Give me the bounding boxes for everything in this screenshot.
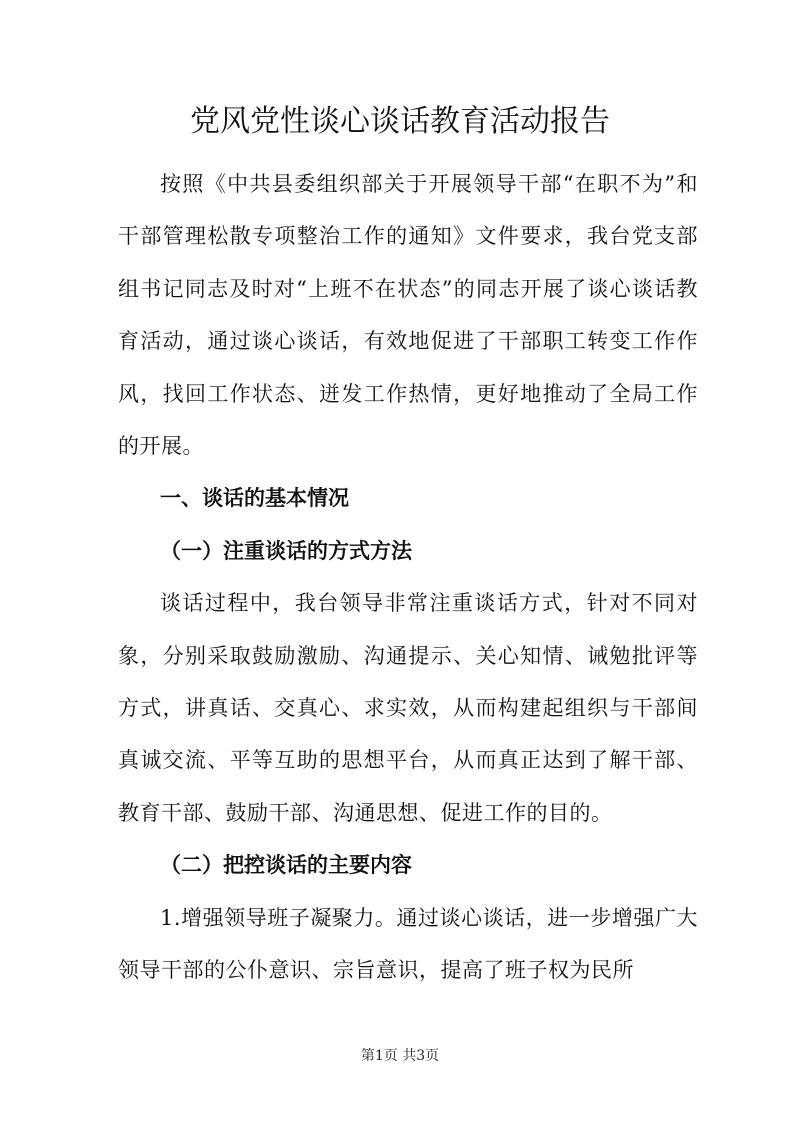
subsection-heading-1: （一）注重谈话的方式方法 bbox=[160, 538, 412, 563]
section-heading-1: 一、谈话的基本情况 bbox=[160, 486, 349, 511]
subsection-heading-2: （二）把控谈话的主要内容 bbox=[160, 853, 412, 878]
paragraph-intro: 按照《中共县委组织部关于开展领导干部“在职不为”和干部管理松散专项整治工作的通知》文件要求，我台党支部组书记同志及时对“上班不在状态”的同志开展了谈心谈话教育活动，通过谈心谈话，有效地促进了干部职工转变工作作风，找回工作状态、迸发工作热情，更好地推动了全局工作的开展。 bbox=[118, 172, 698, 459]
document-title: 党风党性谈心谈话教育活动报告 bbox=[190, 104, 610, 139]
paragraph-talk-methods: 谈话过程中，我台领导非常注重谈话方式，针对不同对象，分别采取鼓励激励、沟通提示、关心知情、诫勉批评等方式，讲真话、交真心、求实效，从而构建起组织与干部间真诚交流、平等互助的思想平台，从而真正达到了解干部、教育干部、鼓励干部、沟通思想、促进工作的目的。 bbox=[118, 591, 698, 825]
page-footer: 第1页 共3页 bbox=[360, 1048, 440, 1064]
document-body bbox=[118, 158, 698, 997]
paragraph-talk-content: 1.增强领导班子凝聚力。通过谈心谈话，进一步增强广大领导干部的公仆意识、宗旨意识，提高了班子权为民所 bbox=[118, 905, 698, 983]
